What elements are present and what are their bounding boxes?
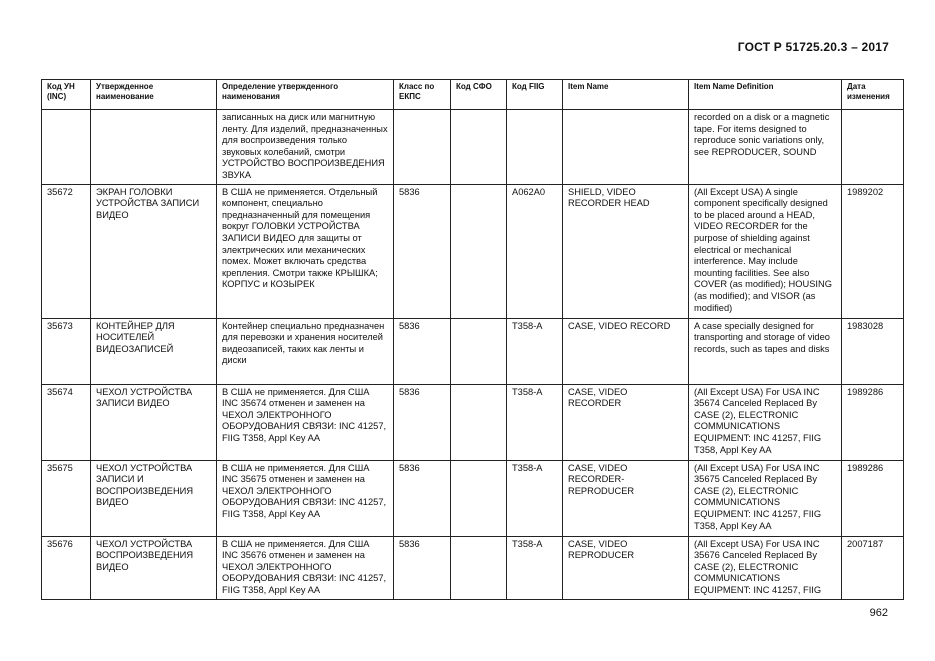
cell-approved-name: ЧЕХОЛ УСТРОЙСТВА ЗАПИСИ И ВОСПРОИЗВЕДЕНИЯ ВИДЕО (91, 460, 217, 536)
cell-fiig-code: T358-A (507, 460, 563, 536)
cell-change-date: 1983028 (842, 318, 904, 384)
cell-name-definition: записанных на диск или магнитную ленту. Для изделий, предназначенных для воспроизведения только звуковых колебаний, смотри УСТРОЙСТВО ВОСПРОИЗВЕДЕНИЯ ЗВУКА (217, 110, 394, 185)
cell-ekps-class (394, 110, 451, 185)
cell-change-date: 1989286 (842, 384, 904, 460)
cell-name-definition: В США не применяется. Для США INC 35674 отменен и заменен на ЧЕХОЛ ЭЛЕКТРОННОГО ОБОРУДОВАНИЯ СВЯЗИ: INC 41257, FIIG T358, Appl Key AA (217, 384, 394, 460)
cell-inc: 35674 (42, 384, 91, 460)
cell-sfo-code (451, 384, 507, 460)
cell-item-name-definition: A case specially designed for transporting and storage of video records, such as tapes and disks (689, 318, 842, 384)
cell-item-name: SHIELD, VIDEO RECORDER HEAD (563, 184, 689, 318)
cell-fiig-code: T358-A (507, 384, 563, 460)
cell-sfo-code (451, 318, 507, 384)
cell-approved-name: ЧЕХОЛ УСТРОЙСТВА ВОСПРОИЗВЕДЕНИЯ ВИДЕО (91, 536, 217, 599)
cell-item-name: CASE, VIDEO RECORD (563, 318, 689, 384)
col-header-ekps-class: Класс по ЕКПС (394, 80, 451, 110)
cell-name-definition: В США не применяется. Для США INC 35676 отменен и заменен на ЧЕХОЛ ЭЛЕКТРОННОГО ОБОРУДОВАНИЯ СВЯЗИ: INC 41257, FIIG T358, Appl Key AA (217, 536, 394, 599)
cell-fiig-code: T358-A (507, 536, 563, 599)
col-header-item-name: Item Name (563, 80, 689, 110)
cell-approved-name: КОНТЕЙНЕР ДЛЯ НОСИТЕЛЕЙ ВИДЕОЗАПИСЕЙ (91, 318, 217, 384)
col-header-sfo-code: Код СФО (451, 80, 507, 110)
cell-change-date: 1989286 (842, 460, 904, 536)
cell-item-name-definition: (All Except USA) For USA INC 35675 Canceled Replaced By CASE (2), ELECTRONIC COMMUNICATIONS EQUIPMENT: INC 41257, FIIG T358, Appl Key AA (689, 460, 842, 536)
table-row (42, 384, 904, 460)
cell-change-date: 2007187 (842, 536, 904, 599)
cell-fiig-code (507, 110, 563, 185)
col-header-approved-name: Утвержденное наименование (91, 80, 217, 110)
cell-name-definition: В США не применяется. Для США INC 35675 отменен и заменен на ЧЕХОЛ ЭЛЕКТРОННОГО ОБОРУДОВАНИЯ СВЯЗИ: INC 41257, FIIG T358, Appl Key AA (217, 460, 394, 536)
cell-inc: 35675 (42, 460, 91, 536)
cell-item-name: CASE, VIDEO RECORDER (563, 384, 689, 460)
cell-approved-name (91, 110, 217, 185)
cell-inc: 35673 (42, 318, 91, 384)
cell-sfo-code (451, 110, 507, 185)
cell-change-date: 1989202 (842, 184, 904, 318)
cell-ekps-class: 5836 (394, 184, 451, 318)
document-title: ГОСТ Р 51725.20.3 – 2017 (737, 40, 889, 54)
cell-sfo-code (451, 460, 507, 536)
cell-fiig-code: T358-A (507, 318, 563, 384)
col-header-inc: Код УН (INC) (42, 80, 91, 110)
table-row (42, 110, 904, 185)
page-number: 962 (869, 607, 888, 619)
cell-item-name: CASE, VIDEO REPRODUCER (563, 536, 689, 599)
catalog-table (41, 79, 904, 600)
cell-fiig-code: A062A0 (507, 184, 563, 318)
cell-ekps-class: 5836 (394, 384, 451, 460)
cell-approved-name: ЧЕХОЛ УСТРОЙСТВА ЗАПИСИ ВИДЕО (91, 384, 217, 460)
col-header-fiig-code: Код FIIG (507, 80, 563, 110)
table-row (42, 318, 904, 384)
cell-item-name-definition: (All Except USA) For USA INC 35674 Canceled Replaced By CASE (2), ELECTRONIC COMMUNICATIONS EQUIPMENT: INC 41257, FIIG T358, Appl Key AA (689, 384, 842, 460)
cell-ekps-class: 5836 (394, 318, 451, 384)
col-header-item-name-definition: Item Name Definition (689, 80, 842, 110)
cell-inc (42, 110, 91, 185)
cell-item-name-definition: (All Except USA) A single component specifically designed to be placed around a HEAD, VIDEO RECORDER for the purpose of shielding against electrical or mechanical interference. May include mounting facilities. See also COVER (as modified); HOUSING (as modified); and VISOR (as modified) (689, 184, 842, 318)
col-header-change-date: Дата изменения (842, 80, 904, 110)
table-header-row (42, 80, 904, 110)
cell-ekps-class: 5836 (394, 536, 451, 599)
cell-item-name-definition: recorded on a disk or a magnetic tape. For items designed to reproduce sonic variations only, see REPRODUCER, SOUND (689, 110, 842, 185)
table-row (42, 184, 904, 318)
cell-item-name (563, 110, 689, 185)
cell-change-date (842, 110, 904, 185)
table-row (42, 460, 904, 536)
cell-ekps-class: 5836 (394, 460, 451, 536)
cell-inc: 35676 (42, 536, 91, 599)
cell-sfo-code (451, 184, 507, 318)
cell-name-definition: В США не применяется. Отдельный компонент, специально предназначенный для помещения вокруг ГОЛОВКИ УСТРОЙСТВА ЗАПИСИ ВИДЕО для защиты от электрических или механических помех. Может включать средства крепления. Смотри также КРЫШКА; КОРПУС и КОЗЫРЕК (217, 184, 394, 318)
cell-item-name-definition: (All Except USA) For USA INC 35676 Canceled Replaced By CASE (2), ELECTRONIC COMMUNICATIONS EQUIPMENT: INC 41257, FIIG (689, 536, 842, 599)
cell-inc: 35672 (42, 184, 91, 318)
col-header-name-definition: Определение утвержденного наименования (217, 80, 394, 110)
table-row (42, 536, 904, 599)
cell-item-name: CASE, VIDEO RECORDER-REPRODUCER (563, 460, 689, 536)
cell-approved-name: ЭКРАН ГОЛОВКИ УСТРОЙСТВА ЗАПИСИ ВИДЕО (91, 184, 217, 318)
cell-name-definition: Контейнер специально предназначен для перевозки и хранения носителей видеозаписей, таких как ленты и диски (217, 318, 394, 384)
cell-sfo-code (451, 536, 507, 599)
